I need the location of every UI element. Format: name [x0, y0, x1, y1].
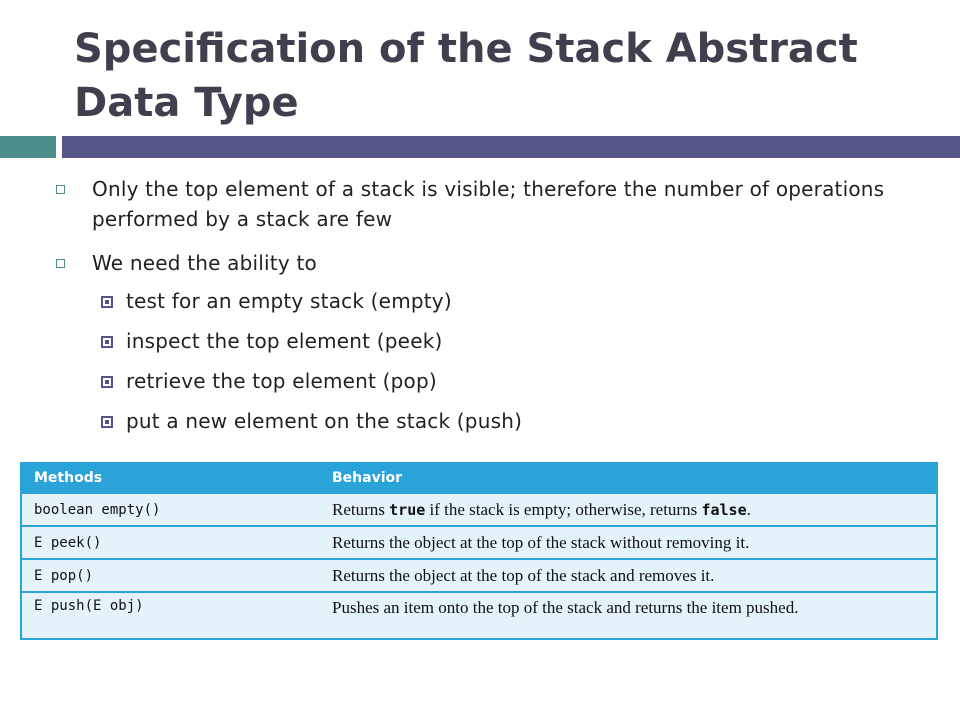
- keyword-true: true: [389, 500, 426, 519]
- table-row: [21, 592, 937, 639]
- table-row: [21, 493, 937, 526]
- sub-bullet-text: put a new element on the stack (push): [126, 409, 523, 433]
- bullet-item: [92, 248, 912, 278]
- behavior-text: Returns: [332, 499, 390, 519]
- behavior-cell: Returns the object at the top of the stack without removing it.: [320, 526, 937, 559]
- table-row: [21, 559, 937, 592]
- behavior-text: if the stack is empty; otherwise, returns: [425, 499, 702, 519]
- slide-title: Specification of the Stack Abstract Data Type: [74, 26, 858, 126]
- behavior-cell: Pushes an item onto the top of the stack and returns the item pushed.: [320, 592, 937, 639]
- filled-square-bullet-icon: [101, 416, 113, 428]
- filled-square-bullet-icon: [101, 376, 113, 388]
- behavior-header: Behavior: [320, 463, 937, 493]
- bullet-item: [92, 174, 912, 234]
- methods-header: Methods: [21, 463, 320, 493]
- method-cell: boolean empty(): [21, 493, 320, 526]
- table-header-row: [21, 463, 937, 493]
- method-cell: E peek(): [21, 526, 320, 559]
- sub-bullet-item: [126, 366, 906, 396]
- sub-bullet-text: inspect the top element (peek): [126, 329, 443, 353]
- filled-square-bullet-icon: [101, 336, 113, 348]
- behavior-cell: Returns the object at the top of the stack and removes it.: [320, 559, 937, 592]
- bullet-text: We need the ability to: [92, 251, 317, 275]
- sub-bullet-item: [126, 326, 906, 356]
- sub-bullet-item: [126, 406, 906, 436]
- behavior-cell: [320, 493, 937, 526]
- sub-bullet-text: test for an empty stack (empty): [126, 289, 452, 313]
- table-row: [21, 526, 937, 559]
- method-cell: E push(E obj): [21, 592, 320, 639]
- method-cell: E pop(): [21, 559, 320, 592]
- bullet-text: Only the top element of a stack is visible; therefore the number of operations performed by a stack are few: [92, 177, 885, 231]
- stack-methods-table: [20, 462, 938, 640]
- filled-square-bullet-icon: [101, 296, 113, 308]
- square-bullet-icon: [56, 185, 65, 194]
- sub-bullet-text: retrieve the top element (pop): [126, 369, 437, 393]
- title-accent-bar-left: [0, 136, 56, 158]
- square-bullet-icon: [56, 259, 65, 268]
- behavior-text: .: [746, 499, 751, 519]
- title-accent-bar-right: [62, 136, 960, 158]
- sub-bullet-item: [126, 286, 906, 316]
- keyword-false: false: [701, 500, 747, 519]
